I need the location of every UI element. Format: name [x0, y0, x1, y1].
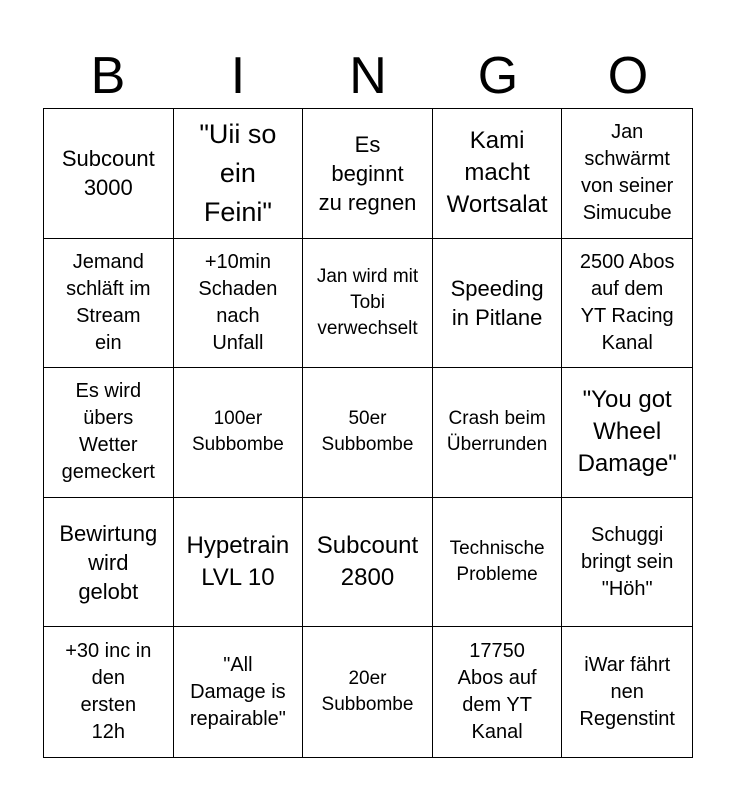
- bingo-cell[interactable]: 50er Subbombe: [303, 368, 433, 498]
- bingo-cell[interactable]: Speeding in Pitlane: [433, 239, 563, 369]
- bingo-header: [43, 44, 693, 108]
- bingo-cell[interactable]: 20er Subbombe: [303, 627, 433, 757]
- bingo-cell[interactable]: Jemand schläft im Stream ein: [44, 239, 174, 369]
- header-letter-i: I: [230, 47, 246, 105]
- bingo-cell[interactable]: Hypetrain LVL 10: [174, 498, 304, 628]
- bingo-cell[interactable]: Jan schwärmt von seiner Simucube: [562, 109, 692, 239]
- bingo-cell[interactable]: Es wird übers Wetter gemeckert: [44, 368, 174, 498]
- bingo-cell[interactable]: Subcount 3000: [44, 109, 174, 239]
- bingo-cell[interactable]: Bewirtung wird gelobt: [44, 498, 174, 628]
- bingo-cell[interactable]: Es beginnt zu regnen: [303, 109, 433, 239]
- bingo-cell[interactable]: Crash beim Überrunden: [433, 368, 563, 498]
- header-letter-n: N: [349, 47, 387, 105]
- bingo-cell[interactable]: 100er Subbombe: [174, 368, 304, 498]
- header-letter-g: G: [477, 47, 519, 105]
- bingo-board: [43, 108, 693, 758]
- bingo-cell[interactable]: Jan wird mit Tobi verwechselt: [303, 239, 433, 369]
- bingo-cell[interactable]: +10min Schaden nach Unfall: [174, 239, 304, 369]
- bingo-cell[interactable]: +30 inc in den ersten 12h: [44, 627, 174, 757]
- bingo-cell[interactable]: "Uii so ein Feini": [174, 109, 304, 239]
- header-letter-b: B: [90, 47, 126, 105]
- header-letter-o: O: [607, 47, 649, 105]
- bingo-cell[interactable]: iWar fährt nen Regenstint: [579, 653, 675, 730]
- bingo-cell[interactable]: Technische Probleme: [433, 498, 563, 628]
- bingo-cell[interactable]: Subcount 2800: [303, 498, 433, 628]
- bingo-cell[interactable]: "You got Wheel Damage": [562, 368, 692, 498]
- bingo-cell[interactable]: 17750 Abos auf dem YT Kanal: [433, 627, 563, 757]
- bingo-cell[interactable]: Kami macht Wortsalat: [433, 109, 563, 239]
- bingo-cell[interactable]: Schuggi bringt sein "Höh": [562, 498, 692, 628]
- bingo-cell[interactable]: "All Damage is repairable": [174, 627, 304, 757]
- bingo-cell[interactable]: 2500 Abos auf dem YT Racing Kanal: [562, 239, 692, 369]
